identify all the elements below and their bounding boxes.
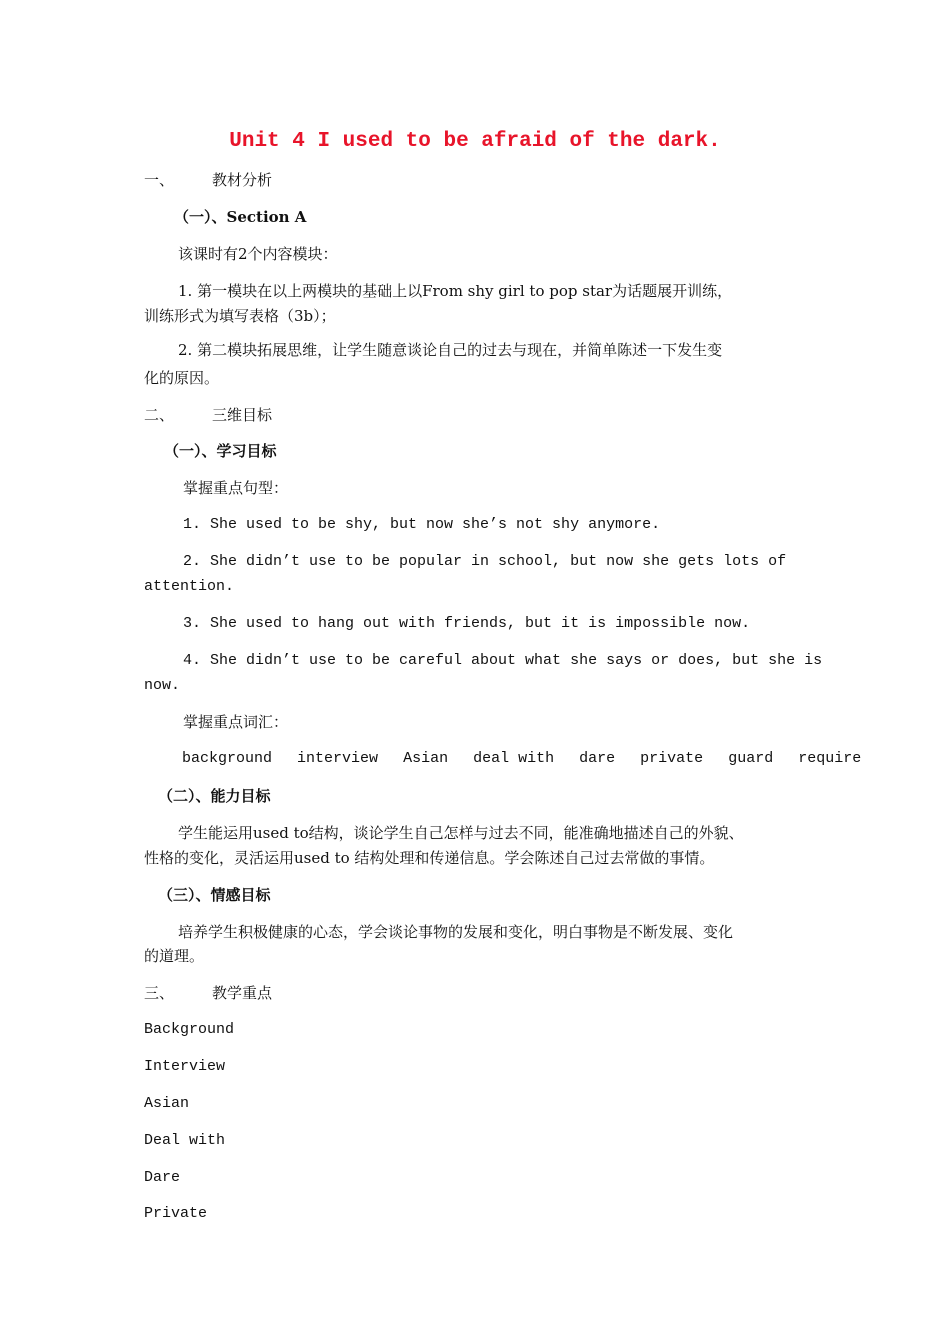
document-title: Unit 4 I used to be afraid of the dark. [229,130,721,153]
vocab-word: deal with [473,750,555,767]
vocab-word: guard [728,750,774,767]
module-1-line-1: 1. 第一模块在以上两模块的基础上以From shy girl to pop star为话题展开训练， [178,282,733,300]
key-point-item: Background [144,1021,235,1038]
ability-goals-heading: （二）、能力目标 [158,787,271,805]
section-number-3: 三、 [144,984,175,1002]
key-point-item: Private [144,1205,208,1222]
vocabulary-list [182,749,877,769]
learning-goals-heading: （一）、学习目标 [164,442,277,460]
emotion-line-1: 培养学生积极健康的心态，学会谈论事物的发展和变化，明白事物是不断发展、变化 [178,923,734,941]
sentence-2-line-2: attention. [144,578,235,595]
section-number-1: 一、 [144,171,175,189]
sentence-1: 1. She used to be shy, but now she’s not shy anymore. [183,516,661,533]
key-point-item: Dare [144,1169,181,1186]
ability-line-1: 学生能运用used to结构，谈论学生自己怎样与过去不同，能准确地描述自己的外貌、 [178,824,744,842]
key-sentences-label: 掌握重点句型： [183,479,289,497]
vocab-word: private [640,750,704,767]
section-label-2: 三维目标 [212,406,273,424]
module-1-line-2: 训练形式为填写表格（3b）； [144,307,336,325]
key-point-item: Deal with [144,1132,226,1149]
key-point-item: Interview [144,1058,226,1075]
key-vocabulary-label: 掌握重点词汇： [183,713,289,731]
vocab-word: Asian [403,750,449,767]
section-a-intro: 该课时有2个内容模块： [178,245,338,263]
vocab-word: background [182,750,273,767]
section-label-1: 教材分析 [212,171,273,189]
vocab-word: require [798,750,862,767]
vocab-word: dare [579,750,616,767]
ability-line-2: 性格的变化，灵活运用used to 结构处理和传递信息。学会陈述自己过去常做的事情。 [144,849,715,867]
module-2-line-1: 2. 第二模块拓展思维，让学生随意谈论自己的过去与现在，并简单陈述一下发生变 [178,341,723,359]
vocab-word: interview [297,750,379,767]
emotion-goals-heading: （三）、情感目标 [158,886,271,904]
emotion-line-2: 的道理。 [144,947,205,965]
sentence-3: 3. She used to hang out with friends, but it is impossible now. [183,615,751,632]
sentence-4-line-1: 4. She didn’t use to be careful about what she says or does, but she is [183,652,823,669]
section-label-3: 教学重点 [212,984,273,1002]
sentence-2-line-1: 2. She didn’t use to be popular in school, but now she gets lots of [183,553,787,570]
key-point-item: Asian [144,1095,190,1112]
section-a-heading: （一）、Section A [174,208,307,226]
sentence-4-line-2: now. [144,677,181,694]
module-2-line-2: 化的原因。 [144,369,220,387]
section-number-2: 二、 [144,406,175,424]
